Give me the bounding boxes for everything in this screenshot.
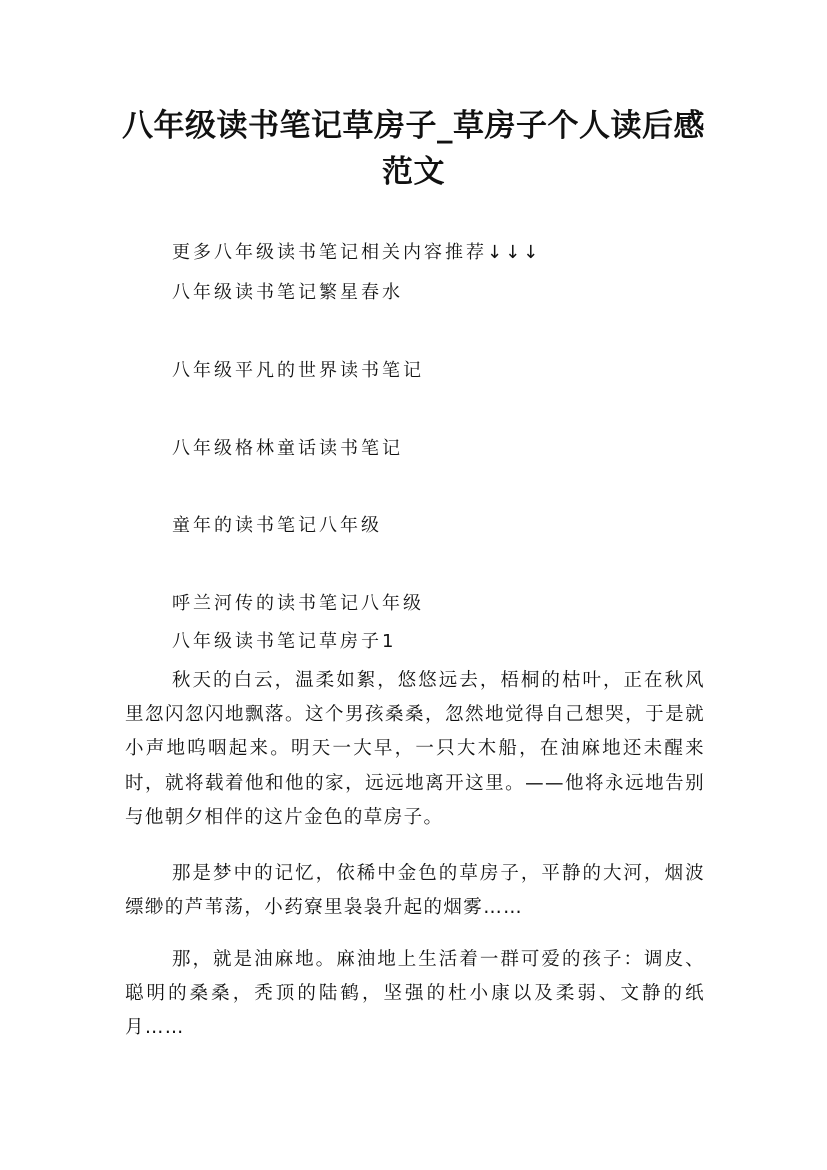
body-paragraph-2: 那是梦中的记忆，依稀中金色的草房子，平静的大河，烟波缥缈的芦苇荡，小药寮里袅袅升起的烟雾…… <box>125 863 705 919</box>
recommend-heading: 更多八年级读书笔记相关内容推荐↓↓↓ <box>172 242 542 263</box>
recommend-link-hulanhe-zhuan[interactable]: 呼兰河传的读书笔记八年级 <box>172 593 424 614</box>
recommend-link-pingfan-de-shijie[interactable]: 八年级平凡的世界读书笔记 <box>172 360 424 381</box>
title-line-1: 八年级读书笔记草房子_草房子个人读后感 <box>122 108 705 144</box>
title-line-2: 范文 <box>382 154 445 190</box>
document-title <box>110 103 717 195</box>
section-heading: 八年级读书笔记草房子1 <box>172 631 397 652</box>
body-paragraph-3: 那，就是油麻地。麻油地上生活着一群可爱的孩子：调皮、聪明的桑桑，秃顶的陆鹤，坚强的杜小康以及柔弱、文静的纸月…… <box>125 949 705 1039</box>
recommend-link-tongnian[interactable]: 童年的读书笔记八年级 <box>172 515 382 536</box>
body-paragraph-1: 秋天的白云，温柔如絮，悠悠远去，梧桐的枯叶，正在秋风里忽闪忽闪地飘落。这个男孩桑桑，忽然地觉得自己想哭，于是就小声地呜咽起来。明天一大早，一只大木船，在油麻地还未醒来时，就将载着他和他的家，远远地离开这里。——他将永远地告别与他朝夕相伴的这片金色的草房子。 <box>125 670 705 828</box>
recommend-link-fanxing-chunshui[interactable]: 八年级读书笔记繁星春水 <box>172 282 403 303</box>
recommend-link-gelin-tonghua[interactable]: 八年级格林童话读书笔记 <box>172 438 403 459</box>
